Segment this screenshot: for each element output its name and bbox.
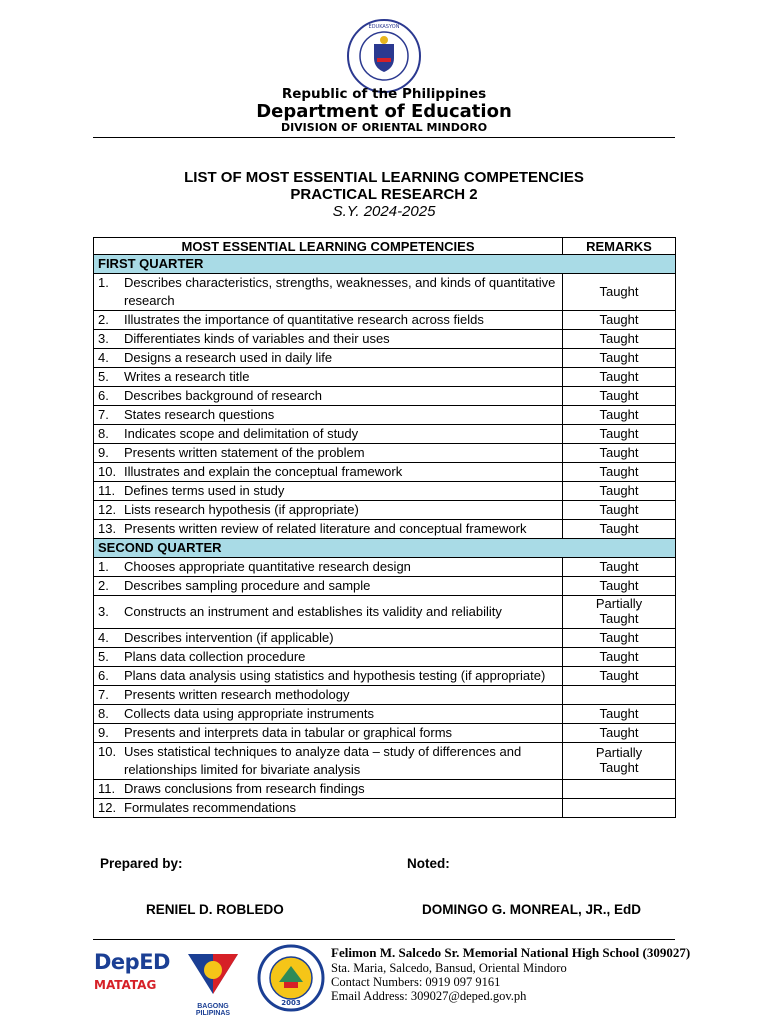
- remark-text: Taught: [599, 521, 639, 536]
- competency-text: Designs a research used in daily life: [124, 350, 333, 365]
- table-row: [94, 349, 676, 368]
- competency-number: 1.: [98, 559, 109, 574]
- school-contact: Contact Numbers: 0919 097 9161: [331, 975, 501, 989]
- competency-text: Plans data collection procedure: [124, 649, 306, 664]
- competency-text: Describes sampling procedure and sample: [124, 578, 371, 593]
- competency-text: Illustrates and explain the conceptual framework: [124, 464, 403, 479]
- table-row: [94, 406, 676, 425]
- competency-text: Formulates recommendations: [124, 800, 296, 815]
- competency-text: Presents written research methodology: [124, 687, 350, 702]
- competency-cell: [94, 444, 563, 463]
- competency-text: Draws conclusions from research findings: [124, 781, 365, 796]
- remark-text: Taught: [599, 630, 639, 645]
- competency-text: Illustrates the importance of quantitative research across fields: [124, 312, 484, 327]
- competency-cell: [94, 780, 563, 799]
- table-row: [94, 444, 676, 463]
- prepared-by-label: Prepared by:: [100, 856, 183, 871]
- table-row: [94, 686, 676, 705]
- remark-text: Taught: [599, 502, 639, 517]
- remark-text: Taught: [599, 284, 639, 299]
- competency-cell: [94, 501, 563, 520]
- table-row: [94, 667, 676, 686]
- deped-matatag-logo: [94, 950, 170, 1012]
- remark-cell: [563, 482, 676, 501]
- competency-cell: [94, 520, 563, 539]
- competency-number: 8.: [98, 426, 109, 441]
- remark-text: Taught: [599, 559, 639, 574]
- remark-cell: [563, 596, 676, 629]
- competency-number: 2.: [98, 312, 109, 327]
- remark-text: Taught: [599, 331, 639, 346]
- remark-cell: [563, 629, 676, 648]
- competency-cell: [94, 274, 563, 311]
- competency-number: 8.: [98, 706, 109, 721]
- remark-text: Taught: [599, 464, 639, 479]
- remark-text: Taught: [599, 407, 639, 422]
- competency-number: 4.: [98, 630, 109, 645]
- competency-text: Indicates scope and delimitation of study: [124, 426, 359, 441]
- bagong-pilipinas-sun-icon: [180, 946, 246, 998]
- remark-cell: [563, 501, 676, 520]
- competency-cell: [94, 667, 563, 686]
- header-divider: [93, 137, 675, 138]
- competency-text: Describes background of research: [124, 388, 322, 403]
- competency-number: 6.: [98, 668, 109, 683]
- competency-text: Constructs an instrument and establishes its validity and reliability: [124, 604, 502, 619]
- remark-cell: [563, 724, 676, 743]
- remark-cell: [563, 274, 676, 311]
- division-text: DIVISION OF ORIENTAL MINDORO: [280, 121, 488, 134]
- table-row: [94, 596, 676, 629]
- competency-text: Describes characteristics, strengths, weaknesses, and kinds of quantitative research: [124, 275, 556, 308]
- remark-text: Partially Taught: [595, 745, 643, 775]
- republic-text: Republic of the Philippines: [281, 86, 487, 102]
- competency-number: 12.: [98, 800, 117, 815]
- remark-cell: [563, 743, 676, 780]
- table-row: [94, 705, 676, 724]
- remark-text: Taught: [599, 312, 639, 327]
- svg-text:EDUKASYON: EDUKASYON: [368, 24, 400, 30]
- table-row: [94, 387, 676, 406]
- col-header-competencies: MOST ESSENTIAL LEARNING COMPETENCIES: [94, 238, 563, 255]
- remark-text: Taught: [599, 426, 639, 441]
- remark-cell: [563, 558, 676, 577]
- competency-cell: [94, 648, 563, 667]
- competency-number: 1.: [98, 275, 109, 290]
- remark-text: Taught: [599, 350, 639, 365]
- competency-number: 5.: [98, 369, 109, 384]
- first-quarter-header: FIRST QUARTER: [94, 255, 676, 274]
- competency-cell: [94, 330, 563, 349]
- second-quarter-header: SECOND QUARTER: [94, 539, 676, 558]
- competency-text: Writes a research title: [124, 369, 250, 384]
- remark-text: Taught: [599, 578, 639, 593]
- competency-cell: [94, 799, 563, 818]
- remark-text: Taught: [599, 649, 639, 664]
- competency-number: 4.: [98, 350, 109, 365]
- remark-text: Taught: [599, 706, 639, 721]
- competency-cell: [94, 482, 563, 501]
- competency-number: 9.: [98, 445, 109, 460]
- competency-number: 9.: [98, 725, 109, 740]
- remark-cell: [563, 667, 676, 686]
- table-row: [94, 558, 676, 577]
- competency-cell: [94, 463, 563, 482]
- remark-cell: [563, 520, 676, 539]
- remark-cell: [563, 577, 676, 596]
- competency-number: 11.: [98, 781, 116, 796]
- competency-text: Presents written review of related literature and conceptual framework: [124, 521, 527, 536]
- table-row: [94, 743, 676, 780]
- school-email: Email Address: 309027@deped.gov.ph: [331, 989, 527, 1003]
- prepared-by-name: RENIEL D. ROBLEDO: [146, 902, 284, 917]
- competency-cell: [94, 311, 563, 330]
- table-row: [94, 463, 676, 482]
- table-row: [94, 648, 676, 667]
- competency-number: 7.: [98, 407, 109, 422]
- noted-label: Noted:: [407, 856, 450, 871]
- competency-text: Differentiates kinds of variables and their uses: [124, 331, 390, 346]
- competency-cell: [94, 724, 563, 743]
- remark-cell: [563, 444, 676, 463]
- remark-text: Partially Taught: [595, 596, 643, 626]
- competencies-table: [93, 237, 676, 818]
- table-row: [94, 780, 676, 799]
- remark-cell: [563, 686, 676, 705]
- doc-title: LIST OF MOST ESSENTIAL LEARNING COMPETENCIES: [184, 169, 584, 186]
- competency-cell: [94, 558, 563, 577]
- department-text: Department of Education: [256, 101, 512, 122]
- competencies-body: [94, 255, 676, 818]
- remark-cell: [563, 330, 676, 349]
- remark-cell: [563, 799, 676, 818]
- competency-cell: [94, 577, 563, 596]
- remark-text: Taught: [599, 725, 639, 740]
- col-header-remarks: REMARKS: [563, 238, 676, 255]
- deped-seal-logo: [346, 18, 422, 94]
- school-seal-year: 2003: [281, 999, 301, 1007]
- bagong-pilipinas-text: BAGONG PILIPINAS: [195, 1003, 231, 1017]
- remark-text: Taught: [599, 369, 639, 384]
- competency-text: Collects data using appropriate instruments: [124, 706, 375, 721]
- remark-text: Taught: [599, 668, 639, 683]
- competency-number: 11.: [98, 483, 116, 498]
- remark-text: Taught: [599, 483, 639, 498]
- competency-text: Describes intervention (if applicable): [124, 630, 334, 645]
- competency-number: 6.: [98, 388, 109, 403]
- table-row: [94, 520, 676, 539]
- competency-number: 7.: [98, 687, 109, 702]
- table-row: [94, 274, 676, 311]
- remark-cell: [563, 406, 676, 425]
- doc-subject: PRACTICAL RESEARCH 2: [290, 186, 478, 203]
- competency-text: Defines terms used in study: [124, 483, 285, 498]
- competency-text: Lists research hypothesis (if appropriate): [124, 502, 359, 517]
- deped-logo-text: DepED: [94, 950, 170, 974]
- school-seal-icon: [257, 944, 325, 1012]
- competency-number: 2.: [98, 578, 109, 593]
- table-row: [94, 799, 676, 818]
- competency-text: Chooses appropriate quantitative research design: [124, 559, 411, 574]
- competency-cell: [94, 596, 563, 629]
- competency-text: Uses statistical techniques to analyze data – study of differences and relationships limited for bivariate analysis: [124, 744, 522, 777]
- competency-number: 5.: [98, 649, 109, 664]
- remark-cell: [563, 349, 676, 368]
- table-row: [94, 724, 676, 743]
- table-row: [94, 425, 676, 444]
- remark-cell: [563, 648, 676, 667]
- competency-cell: [94, 349, 563, 368]
- competency-text: Plans data analysis using statistics and hypothesis testing (if appropriate): [124, 668, 546, 683]
- competency-number: 10.: [98, 464, 117, 479]
- competency-number: 12.: [98, 502, 117, 517]
- remark-cell: [563, 387, 676, 406]
- competency-cell: [94, 705, 563, 724]
- doc-school-year: S.Y. 2024-2025: [332, 203, 436, 220]
- competency-cell: [94, 686, 563, 705]
- competency-cell: [94, 425, 563, 444]
- table-row: [94, 629, 676, 648]
- table-row: [94, 501, 676, 520]
- matatag-logo-text: MATATAG: [94, 978, 157, 992]
- noted-name: DOMINGO G. MONREAL, JR., EdD: [422, 902, 642, 917]
- table-row: [94, 311, 676, 330]
- table-row: [94, 482, 676, 501]
- competency-cell: [94, 629, 563, 648]
- remark-cell: [563, 368, 676, 387]
- competency-cell: [94, 743, 563, 780]
- school-address: Sta. Maria, Salcedo, Bansud, Oriental Mindoro: [331, 961, 567, 975]
- competency-text: Presents written statement of the problem: [124, 445, 365, 460]
- competency-number: 3.: [98, 331, 109, 346]
- competency-cell: [94, 387, 563, 406]
- competency-cell: [94, 406, 563, 425]
- school-seal-logo: [257, 944, 325, 1012]
- footer-divider: [93, 939, 675, 940]
- school-name: Felimon M. Salcedo Sr. Memorial National High School (309027): [331, 945, 691, 960]
- remark-cell: [563, 425, 676, 444]
- remark-cell: [563, 705, 676, 724]
- competency-text: States research questions: [124, 407, 275, 422]
- competency-number: 13.: [98, 521, 117, 536]
- bagong-pilipinas-logo: [180, 946, 246, 1017]
- competency-number: 3.: [98, 604, 109, 619]
- remark-text: Taught: [599, 388, 639, 403]
- table-row: [94, 368, 676, 387]
- remark-cell: [563, 780, 676, 799]
- competency-cell: [94, 368, 563, 387]
- remark-text: Taught: [599, 445, 639, 460]
- remark-cell: [563, 463, 676, 482]
- table-row: [94, 577, 676, 596]
- table-row: [94, 330, 676, 349]
- remark-cell: [563, 311, 676, 330]
- competency-text: Presents and interprets data in tabular or graphical forms: [124, 725, 453, 740]
- competency-number: 10.: [98, 744, 117, 759]
